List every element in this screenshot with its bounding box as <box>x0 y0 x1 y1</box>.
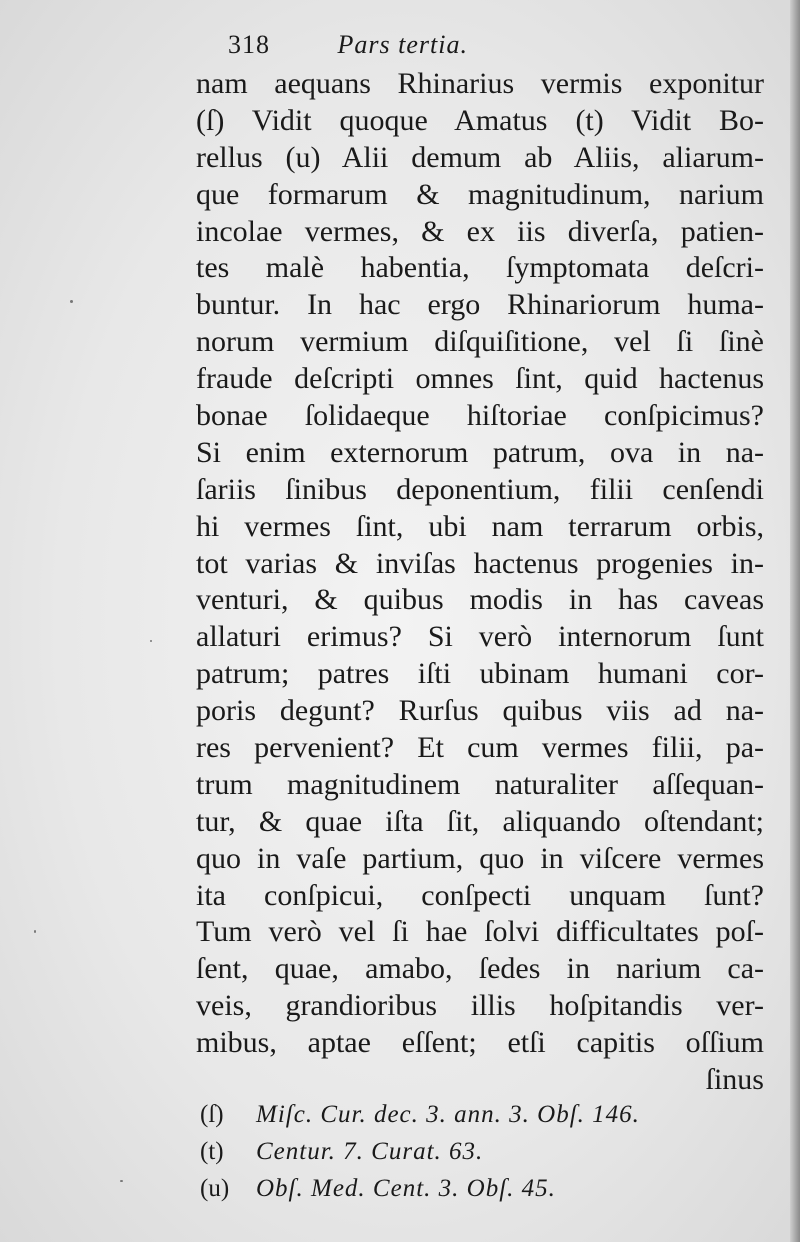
paper-speck <box>70 300 73 303</box>
text-line: norum vermium diſquiſitione, vel ſi ſinè <box>196 325 764 359</box>
text-line: trum magnitudinem naturaliter aſſequan- <box>196 767 764 801</box>
text-line: res pervenient? Et cum vermes filii, pa- <box>196 731 764 765</box>
footnote-mark: (t) <box>200 1138 224 1165</box>
text-line: Si enim externorum patrum, ova in na- <box>196 435 764 469</box>
text-line: mibus, aptae eſſent; etſi capitis oſſium <box>196 1026 764 1060</box>
page-number: 318 <box>228 30 270 59</box>
text-line: ſent, quae, amabo, ſedes in narium ca- <box>196 952 764 986</box>
footnotes <box>200 1096 760 1207</box>
paper-speck <box>150 640 152 642</box>
running-title: Pars tertia. <box>337 30 468 59</box>
text-line: incolae vermes, & ex iis diverſa, patien- <box>196 214 764 248</box>
paper-speck <box>34 930 36 933</box>
footnote-text: Obſ. Med. Cent. 3. Obſ. 45. <box>256 1175 556 1202</box>
page-header <box>228 30 468 60</box>
text-line: ſariis ſinibus deponentium, filii cenſendi <box>196 472 764 506</box>
footnote <box>200 1096 760 1133</box>
footnote-mark: (ſ) <box>200 1101 224 1128</box>
footnote-text: Miſc. Cur. dec. 3. ann. 3. Obſ. 146. <box>256 1101 640 1128</box>
paper-speck <box>120 1180 123 1182</box>
text-line: poris degunt? Rurſus quibus viis ad na- <box>196 694 764 728</box>
footnote-text: Centur. 7. Curat. 63. <box>256 1138 484 1165</box>
text-line: nam aequans Rhinarius vermis exponitur <box>196 67 764 100</box>
text-line: veis, grandioribus illis hoſpitandis ver- <box>196 989 764 1023</box>
text-line: allaturi erimus? Si verò internorum ſunt <box>196 620 764 654</box>
footnote-mark: (u) <box>200 1175 230 1202</box>
text-line: bonae ſolidaeque hiſtoriae conſpicimus? <box>196 399 764 433</box>
text-line: rellus (u) Alii demum ab Aliis, aliarum- <box>196 140 764 174</box>
footnote <box>200 1133 760 1170</box>
text-line: tur, & quae iſta ſit, aliquando oſtendant; <box>196 804 764 838</box>
text-line: ita conſpicui, conſpecti unquam ſunt? <box>196 878 764 912</box>
text-line: Tum verò vel ſi hae ſolvi difficultates poſ- <box>196 915 764 949</box>
text-line: fraude deſcripti omnes ſint, quid hactenus <box>196 362 764 396</box>
text-line: quo in vaſe partium, quo in viſcere vermes <box>196 841 764 875</box>
body-text <box>196 66 764 1099</box>
text-line: patrum; patres iſti ubinam humani cor- <box>196 657 764 691</box>
text-line: que formarum & magnitudinum, narium <box>196 177 764 211</box>
text-line: tot varias & inviſas hactenus progenies in- <box>196 546 764 580</box>
text-line: tes malè habentia, ſymptomata deſcri- <box>196 251 764 285</box>
text-line: (ſ) Vidit quoque Amatus (t) Vidit Bo- <box>196 103 764 137</box>
text-line: hi vermes ſint, ubi nam terrarum orbis, <box>196 509 764 543</box>
footnote <box>200 1170 760 1207</box>
page-gutter-shadow <box>790 0 800 1242</box>
catchword: ſinus <box>705 1063 764 1097</box>
text-line: venturi, & quibus modis in has caveas <box>196 583 764 617</box>
text-line: buntur. In hac ergo Rhinariorum huma- <box>196 288 764 322</box>
